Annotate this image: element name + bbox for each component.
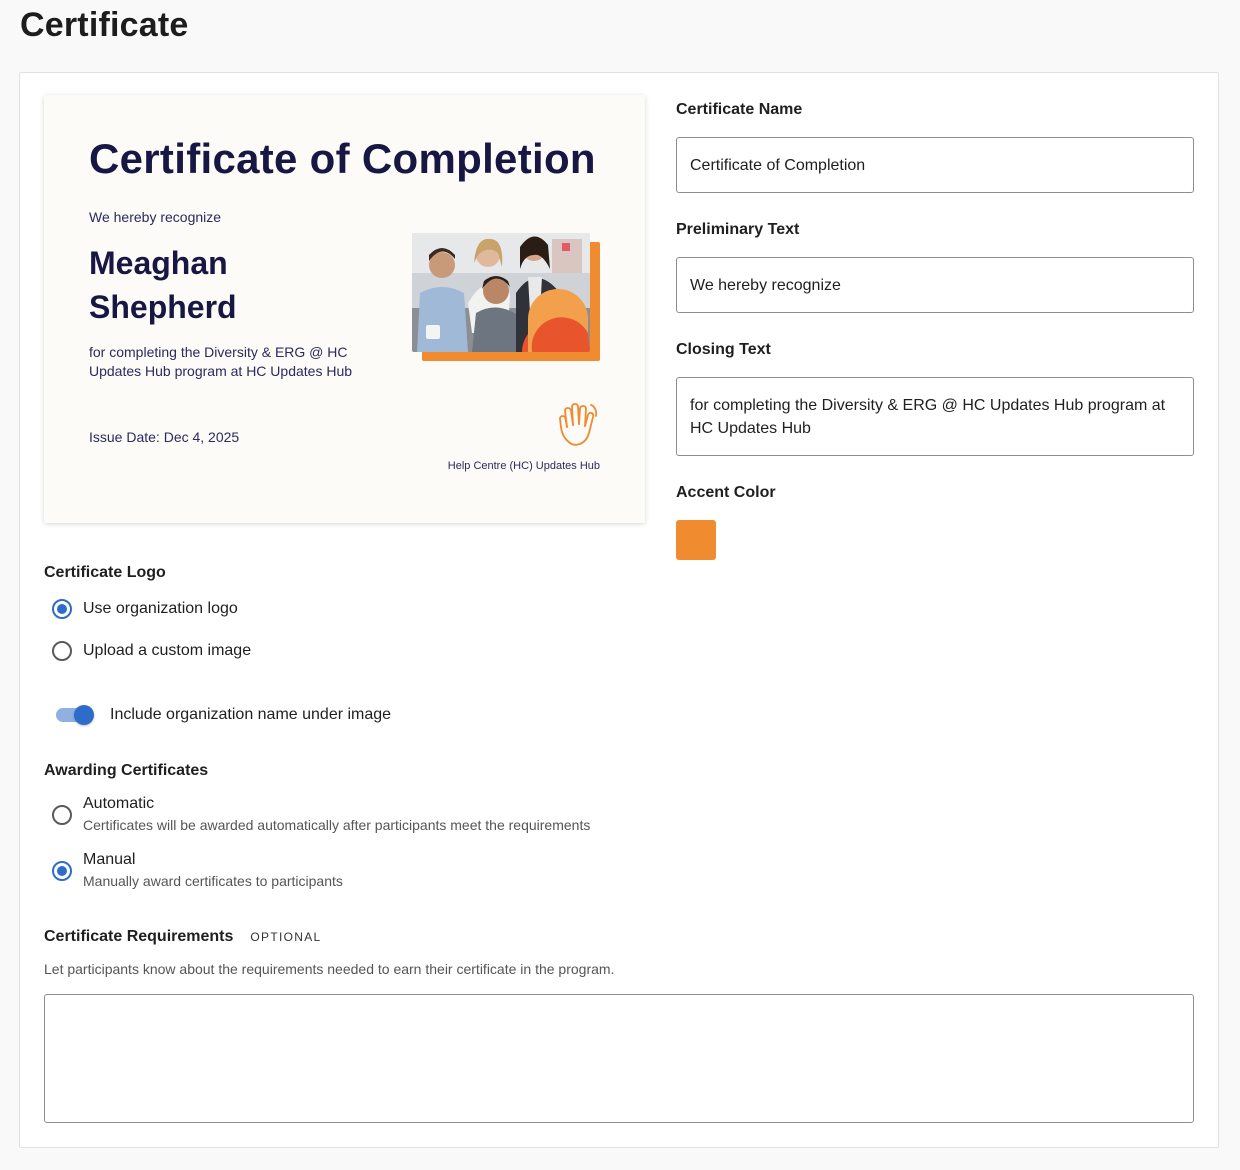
radio-button[interactable] bbox=[52, 599, 72, 619]
radio-description: Certificates will be awarded automatically after participants meet the requirements bbox=[83, 817, 591, 833]
certificate-preview bbox=[44, 95, 645, 523]
certificate-preview-recipient: Meaghan Shepherd bbox=[89, 245, 237, 325]
radio-button[interactable] bbox=[52, 861, 72, 881]
include-org-name-toggle[interactable] bbox=[56, 705, 94, 725]
certificate-preview-preliminary: We hereby recognize bbox=[89, 209, 222, 225]
toggle-knob bbox=[74, 705, 94, 725]
certificate-requirements-help: Let participants know about the requirements needed to earn their certificate in the program. bbox=[44, 961, 615, 977]
awarding-option-automatic[interactable] bbox=[52, 794, 590, 833]
awarding-option-manual[interactable] bbox=[52, 850, 343, 889]
preliminary-text-label: Preliminary Text bbox=[676, 221, 800, 238]
certificate-requirements-textarea[interactable] bbox=[44, 994, 1194, 1123]
radio-label: Manual bbox=[83, 851, 136, 868]
logo-option-custom-image[interactable] bbox=[52, 641, 251, 661]
closing-text-label: Closing Text bbox=[676, 341, 771, 358]
waving-hand-icon bbox=[558, 403, 598, 447]
include-org-name-toggle-row[interactable] bbox=[56, 705, 391, 725]
radio-label: Automatic bbox=[83, 795, 155, 812]
certificate-requirements-label: Certificate Requirements bbox=[44, 928, 234, 945]
page-title: Certificate bbox=[20, 6, 189, 44]
radio-button[interactable] bbox=[52, 641, 72, 661]
accent-color-label: Accent Color bbox=[676, 484, 776, 501]
certificate-requirements-header bbox=[44, 928, 321, 946]
certificate-name-label: Certificate Name bbox=[676, 101, 803, 118]
team-photo bbox=[412, 233, 590, 352]
accent-color-swatch[interactable] bbox=[676, 520, 716, 560]
awarding-certificates-label: Awarding Certificates bbox=[44, 762, 209, 779]
certificate-preview-closing: for completing the Diversity & ERG @ HC Updates Hub program at HC Updates Hub bbox=[89, 344, 353, 379]
certificate-preview-image bbox=[412, 233, 600, 361]
certificate-name-input[interactable]: Certificate of Completion bbox=[676, 137, 1194, 193]
certificate-preview-issue-date: Issue Date: Dec 4, 2025 bbox=[89, 429, 240, 445]
certificate-preview-org-name: Help Centre (HC) Updates Hub bbox=[447, 460, 600, 472]
radio-button[interactable] bbox=[52, 805, 72, 825]
radio-description: Manually award certificates to participants bbox=[83, 873, 343, 889]
include-org-name-label: Include organization name under image bbox=[110, 706, 392, 723]
radio-label: Use organization logo bbox=[83, 600, 238, 617]
logo-option-organization[interactable] bbox=[52, 599, 238, 619]
closing-text-input[interactable]: for completing the Diversity & ERG @ HC Updates Hub program at HC Updates Hub bbox=[676, 377, 1194, 456]
certificate-logo-label: Certificate Logo bbox=[44, 564, 166, 581]
radio-label: Upload a custom image bbox=[83, 642, 252, 659]
preliminary-text-input[interactable]: We hereby recognize bbox=[676, 257, 1194, 313]
certificate-settings-card bbox=[19, 72, 1219, 1148]
certificate-preview-title: Certificate of Completion bbox=[89, 135, 596, 182]
optional-tag: OPTIONAL bbox=[250, 930, 322, 944]
